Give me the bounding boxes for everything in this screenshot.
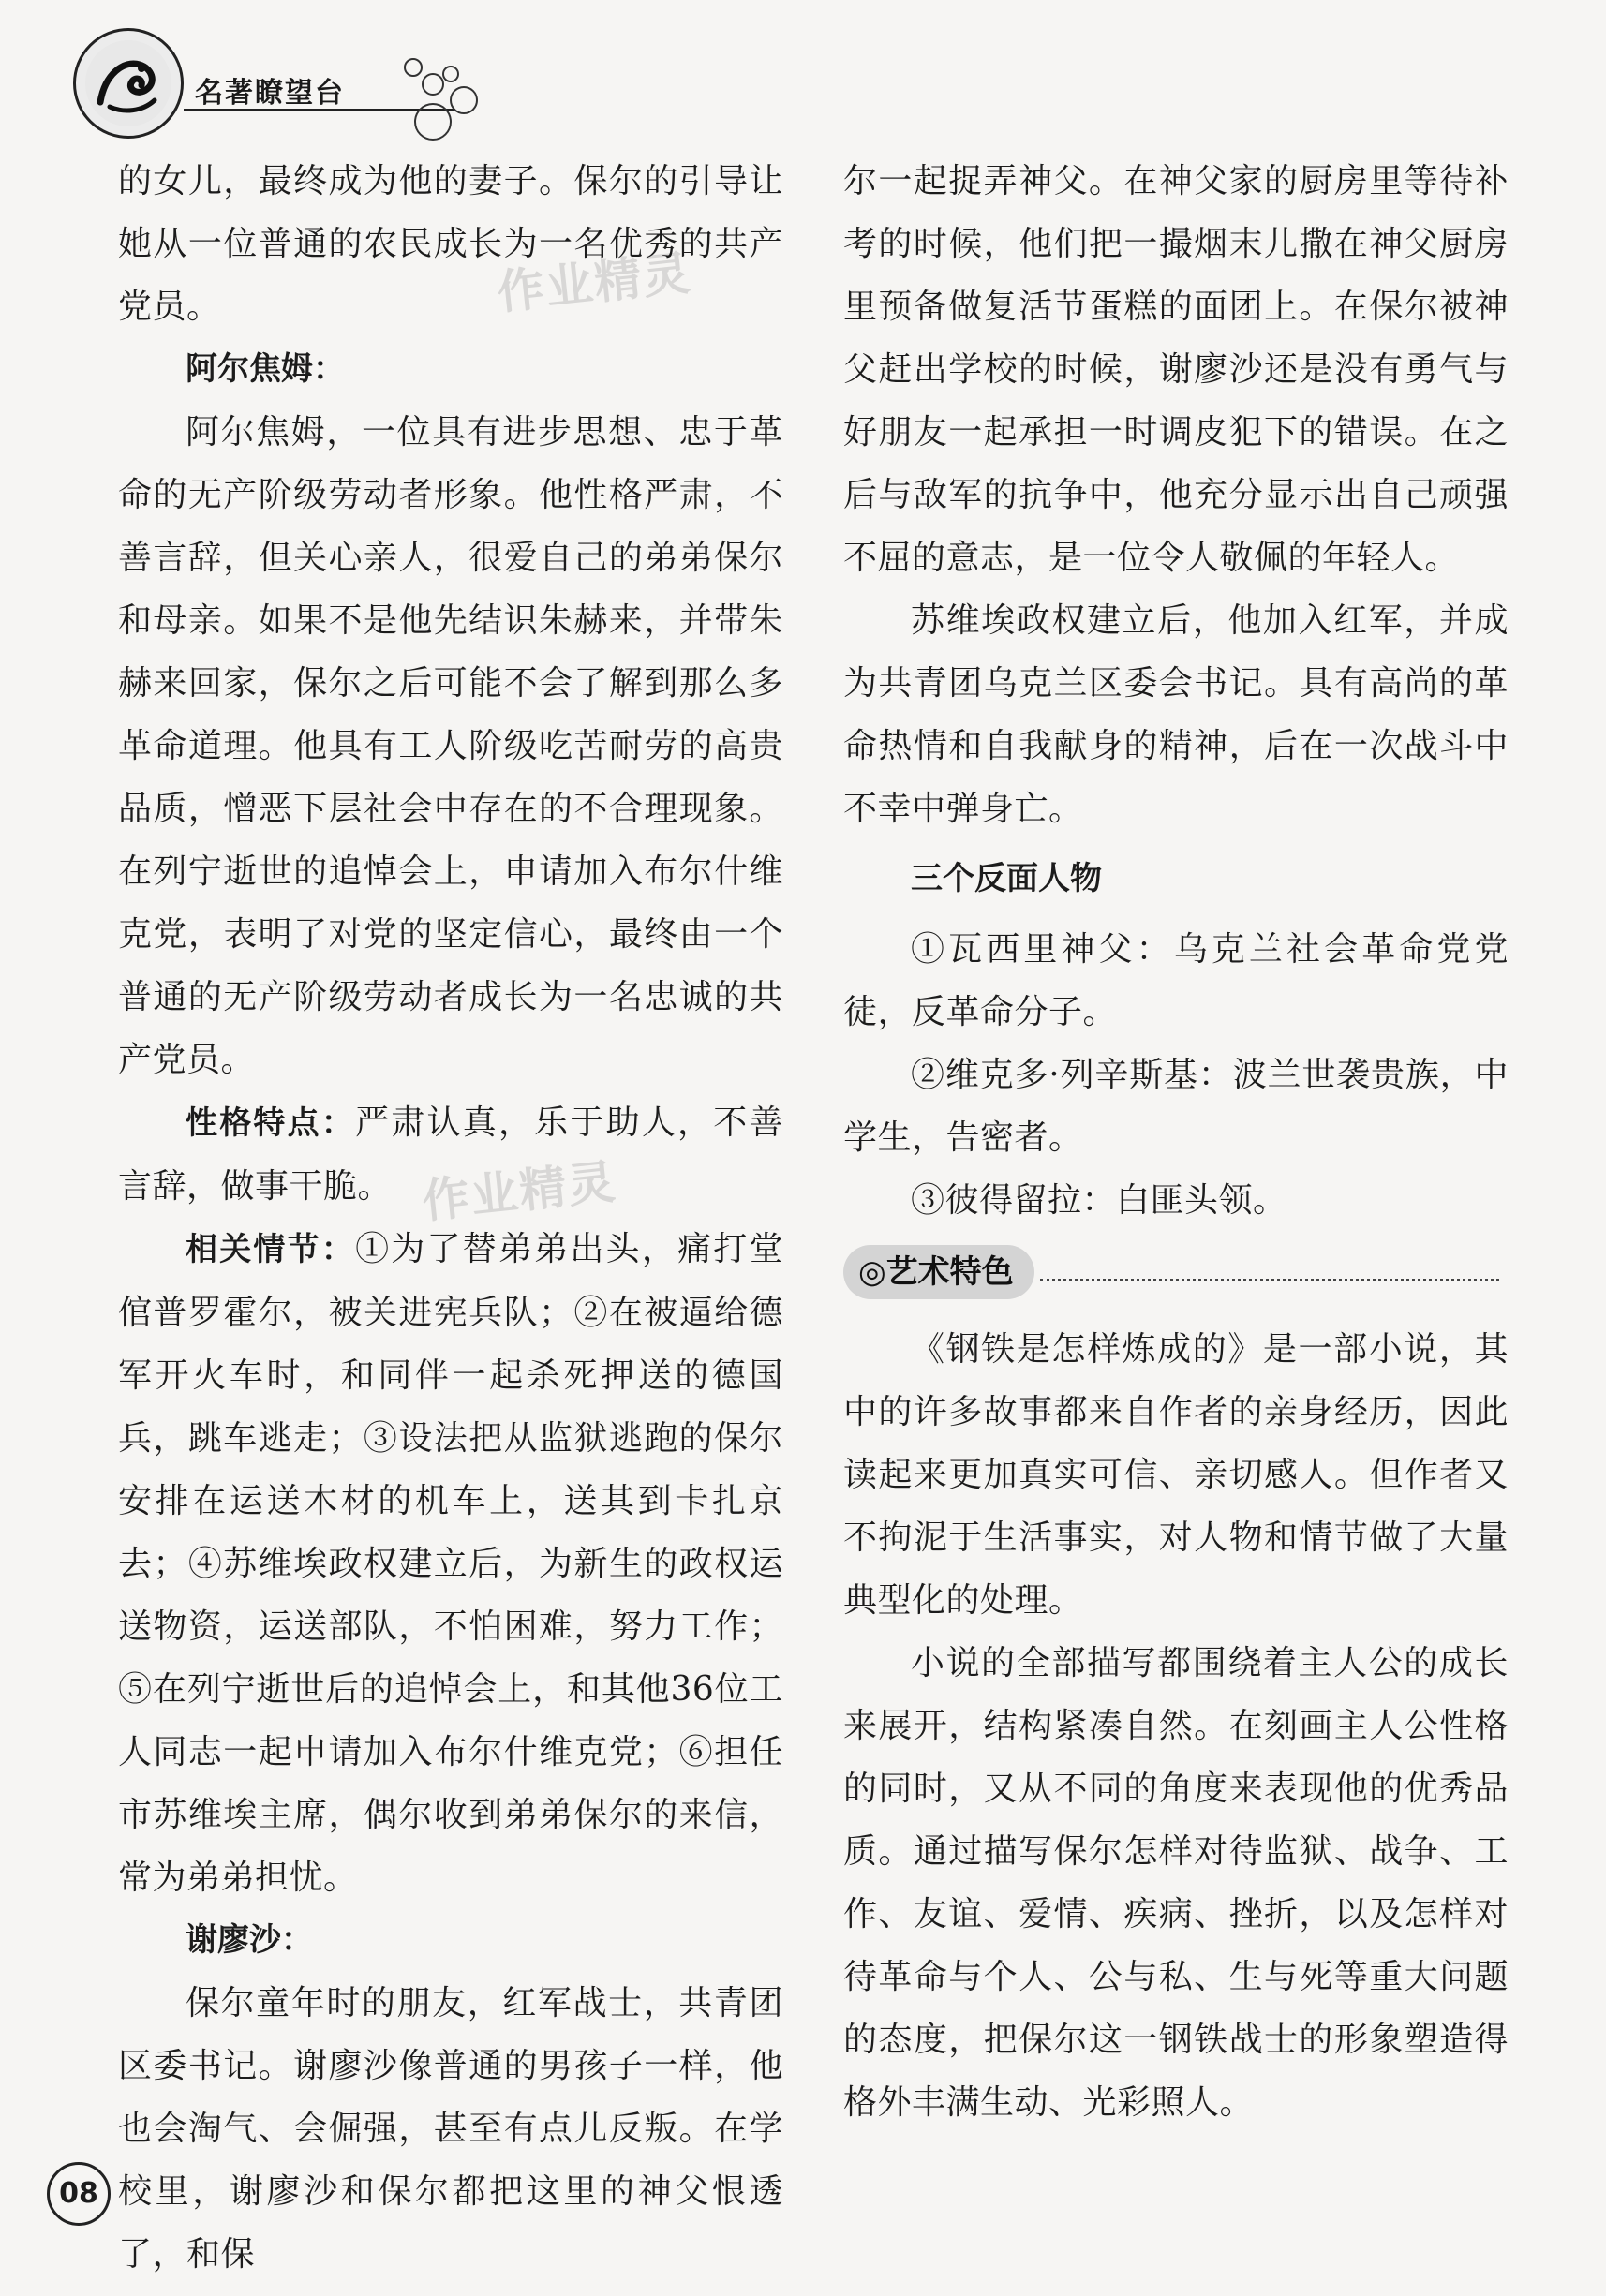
- left-column: [118, 150, 783, 2286]
- paragraph: 《钢铁是怎样炼成的》是一部小说，其中的许多故事都来自作者的亲身经历，因此读起来更加真实可信、亲切感人。但作者又不拘泥于生活事实，对人物和情节做了大量典型化的处理。: [843, 1330, 1509, 1620]
- villain-item: ①瓦西里神父：乌克兰社会革命党党徒，反革命分子。: [843, 930, 1509, 1031]
- bubble-decoration: [414, 103, 452, 141]
- bubble-decoration: [442, 66, 459, 82]
- traits-label: 性格特点：: [186, 1104, 356, 1142]
- page-number: 08: [47, 2162, 111, 2226]
- section-title: ◎艺术特色: [843, 1245, 1034, 1299]
- villain-item: ③彼得留拉：白匪头领。: [911, 1181, 1287, 1220]
- traits-text: 严肃认真，乐于助人，不善言辞，做事干脆。: [118, 1104, 783, 1206]
- section-dotted-rule: [1040, 1279, 1499, 1281]
- paragraph: 的女儿，最终成为他的妻子。保尔的引导让她从一位普通的农民成长为一名优秀的共产党员。: [118, 162, 783, 326]
- paragraph: 尔一起捉弄神父。在神父家的厨房里等待补考的时候，他们把一撮烟末儿撒在神父厨房里预备做复活节蛋糕的面团上。在保尔被神父赶出学校的时候，谢廖沙还是没有勇气与好朋友一起承担一时调皮犯下的错误。在之后与敌军的抗争中，他充分显示出自己顽强不屈的意志，是一位令人敬佩的年轻人。: [843, 162, 1509, 577]
- villains-heading: 三个反面人物: [911, 860, 1102, 897]
- page-header: [73, 17, 523, 148]
- character-heading-seryozha: 谢廖沙：: [186, 1921, 313, 1959]
- paragraph: 小说的全部描写都围绕着主人公的成长来展开，结构紧凑自然。在刻画主人公性格的同时，又从不同的角度来表现他的优秀品质。通过描写保尔怎样对待监狱、战争、工作、友谊、爱情、疾病、挫折，以及怎样对待革命与个人、公与私、生与死等重大问题的态度，把保尔这一钢铁战士的形象塑造得格外丰满生动、光彩照人。: [843, 1644, 1509, 2122]
- paragraph: 阿尔焦姆，一位具有进步思想、忠于革命的无产阶级劳动者形象。他性格严肃，不善言辞，但关心亲人，很爱自己的弟弟保尔和母亲。如果不是他先结识朱赫来，并带朱赫来回家，保尔之后可能不会了解到那么多革命道理。他具有工人阶级吃苦耐劳的高贵品质，憎恶下层社会中存在的不合理现象。在列宁逝世的追悼会上，申请加入布尔什维克党，表明了对党的坚定信心，最终由一个普通的无产阶级劳动者成长为一名忠诚的共产党员。: [118, 413, 783, 1079]
- paragraph: 苏维埃政权建立后，他加入红军，并成为共青团乌克兰区委会书记。具有高尚的革命热情和自我献身的精神，后在一次战斗中不幸中弹身亡。: [843, 601, 1509, 828]
- plot-text: ①为了替弟弟出头，痛打堂倌普罗霍尔，被关进宪兵队；②在被逼给德军开火车时，和同伴一起杀死押送的德国兵，跳车逃走；③设法把从监狱逃跑的保尔安排在运送木材的机车上，送其到卡扎京去；④苏维埃政权建立后，为新生的政权运送物资，运送部队，不怕困难，努力工作；⑤在列宁逝世后的追悼会上，和其他36位工人同志一起申请加入布尔什维克党；⑥担任市苏维埃主席，偶尔收到弟弟保尔的来信，常为弟弟担忧。: [118, 1230, 783, 1897]
- watermark: 作业精灵: [494, 245, 694, 320]
- bubble-decoration: [450, 86, 478, 114]
- watermark: 作业精灵: [419, 1154, 619, 1229]
- bubble-decoration: [404, 58, 423, 77]
- header-title: 名著瞭望台: [195, 77, 345, 110]
- paragraph: 保尔童年时的朋友，红军战士，共青团区委书记。谢廖沙像普通的男孩子一样，他也会淘气、会倔强，甚至有点儿反叛。在学校里，谢廖沙和保尔都把这里的神父恨透了，和保: [118, 1984, 783, 2274]
- dragon-logo-icon: [73, 28, 184, 139]
- traits-paragraph: [118, 1091, 783, 1218]
- header-underline: [184, 109, 455, 111]
- plot-paragraph: [118, 1218, 783, 1909]
- right-column: [843, 150, 1509, 2134]
- bubble-decoration: [422, 73, 444, 96]
- plot-label: 相关情节：: [186, 1231, 356, 1268]
- section-header-art-features: [843, 1237, 1509, 1307]
- character-heading-artyom: 阿尔焦姆：: [186, 350, 345, 388]
- villain-item: ②维克多·列辛斯基：波兰世袭贵族，中学生，告密者。: [843, 1056, 1509, 1157]
